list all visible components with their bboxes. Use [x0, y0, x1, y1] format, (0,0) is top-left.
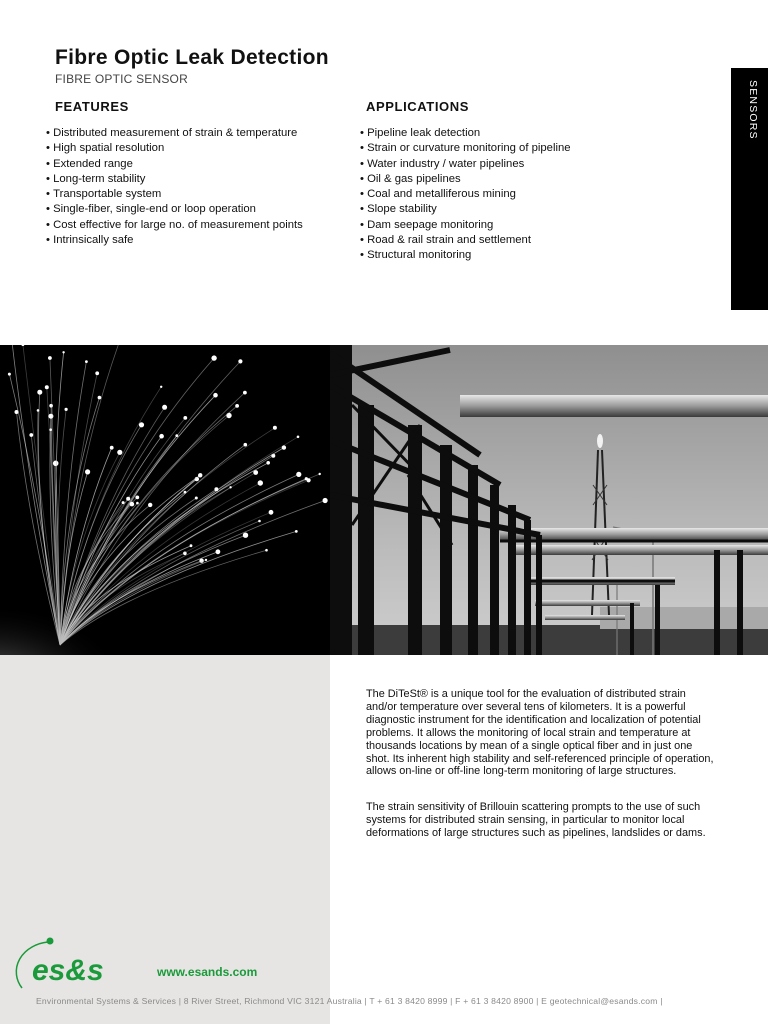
fibre-tip [65, 408, 68, 411]
list-item: • Structural monitoring [360, 248, 660, 263]
fibre-tip [213, 393, 218, 398]
description-paragraph-2: The strain sensitivity of Brillouin scattering prompts to the use of such systems for distributed strain sensing, in particular to monitor local deformations of large structures such as pipelines, landslides or dams. [366, 801, 706, 839]
fibre-tip [135, 496, 139, 500]
fibre-tip [95, 371, 99, 375]
fibre-tip [160, 386, 162, 388]
fibre-tip [295, 530, 298, 533]
list-item: • Intrinsically safe [46, 233, 346, 248]
fibre-tip [229, 486, 231, 488]
fibre-tip [148, 503, 152, 507]
features-list [46, 126, 346, 248]
website-link[interactable]: www.esands.com [157, 965, 258, 979]
fibre-tip [198, 473, 202, 477]
fibre-tip [235, 404, 239, 408]
pipeline-photo [330, 345, 768, 655]
fibre-tip [305, 477, 308, 480]
esands-logo [8, 936, 158, 1000]
fibre-tip [37, 390, 42, 395]
list-item: • Cost effective for large no. of measurement points [46, 218, 346, 233]
side-tab-label: SENSORS [747, 80, 759, 140]
logo-text: es&s [32, 954, 104, 987]
fibre-tip [29, 433, 33, 437]
fibre-tip [243, 391, 247, 395]
fibre-tip [214, 487, 218, 491]
list-item: • Oil & gas pipelines [360, 172, 660, 187]
footer-contact: Environmental Systems & Services | 8 River Street, Richmond VIC 3121 Australia | T + 61 3 8420 8999 | F + 61 3 8420 8900 | E geotechnical@esands.com | [36, 996, 663, 1006]
fibre-tip [85, 360, 88, 363]
fibre-tip [266, 461, 270, 465]
fibre-tip [159, 434, 164, 439]
fibre-tip [48, 356, 52, 360]
fibre-tip [226, 413, 231, 418]
fibre-tip [243, 533, 248, 538]
fibre-tip [323, 498, 328, 503]
list-item: • Single-fiber, single-end or loop operation [46, 202, 346, 217]
applications-heading: APPLICATIONS [366, 99, 470, 114]
fibre-tip [162, 405, 167, 410]
fibre-tip [49, 428, 52, 431]
fibre-tip [258, 480, 263, 485]
applications-list [360, 126, 660, 264]
sensors-side-tab [731, 68, 768, 310]
page-title: Fibre Optic Leak Detection [55, 46, 329, 69]
fibre-tip [62, 351, 64, 353]
list-item: • Transportable system [46, 187, 346, 202]
features-heading: FEATURES [55, 99, 129, 114]
fibre-tip [319, 473, 321, 475]
fibre-tip [136, 502, 139, 505]
fibre-tip [130, 502, 135, 507]
fibre-tip [98, 396, 102, 400]
fibre-tip [238, 359, 242, 363]
fibre-tip [205, 559, 207, 561]
list-item: • Coal and metalliferous mining [360, 187, 660, 202]
pipeline-illustration [330, 345, 768, 655]
fibre-tip [190, 544, 193, 547]
fibre-tip [195, 497, 198, 500]
fibre-tip [258, 520, 261, 523]
list-item: • Road & rail strain and settlement [360, 233, 660, 248]
list-item: • Long-term stability [46, 172, 346, 187]
fibre-tip [110, 446, 114, 450]
fibre-tip [126, 497, 130, 501]
list-item: • Distributed measurement of strain & temperature [46, 126, 346, 141]
list-item: • Extended range [46, 157, 346, 172]
fibre-tip [273, 426, 277, 430]
list-item: • Pipeline leak detection [360, 126, 660, 141]
fibre-optic-photo [0, 345, 330, 655]
list-item: • Water industry / water pipelines [360, 157, 660, 172]
fibre-tip [37, 409, 40, 412]
fibre-tip [296, 472, 301, 477]
page-subtitle: FIBRE OPTIC SENSOR [55, 72, 188, 86]
fibre-tip [244, 443, 248, 447]
fibre-tip [183, 416, 187, 420]
list-item: • Strain or curvature monitoring of pipeline [360, 141, 660, 156]
fibre-tip [282, 445, 286, 449]
fibre-tip [211, 355, 216, 360]
list-item: • Dam seepage monitoring [360, 218, 660, 233]
fibre-tip [85, 469, 90, 474]
fibre-tip [53, 461, 59, 467]
fibre-tip [265, 549, 268, 552]
fibre-tip [45, 385, 49, 389]
fibre-optic-illustration [0, 345, 330, 655]
logo-dot [47, 938, 54, 945]
description-paragraph-1: The DiTeSt® is a unique tool for the evaluation of distributed strain and/or temperature over several tens of kilometers. It is a powerful diagnostic instrument for the identification and localization of potential problems. It allows the monitoring of local strain and temperature at thousands locations by mean of a single optical fiber and in just one shot. Its inherent high stability and self-referenced principle of operation, allows on-line or off-line long-term monitoring of large structures. [366, 688, 714, 778]
fibre-tip [49, 404, 53, 408]
fibre-tip [175, 434, 178, 437]
fibre-tip [297, 436, 300, 439]
fibre-tip [269, 510, 274, 515]
fibre-tip [8, 373, 11, 376]
list-item: • High spatial resolution [46, 141, 346, 156]
list-item: • Slope stability [360, 202, 660, 217]
fibre-tip [216, 549, 221, 554]
fibre-tip [117, 450, 122, 455]
